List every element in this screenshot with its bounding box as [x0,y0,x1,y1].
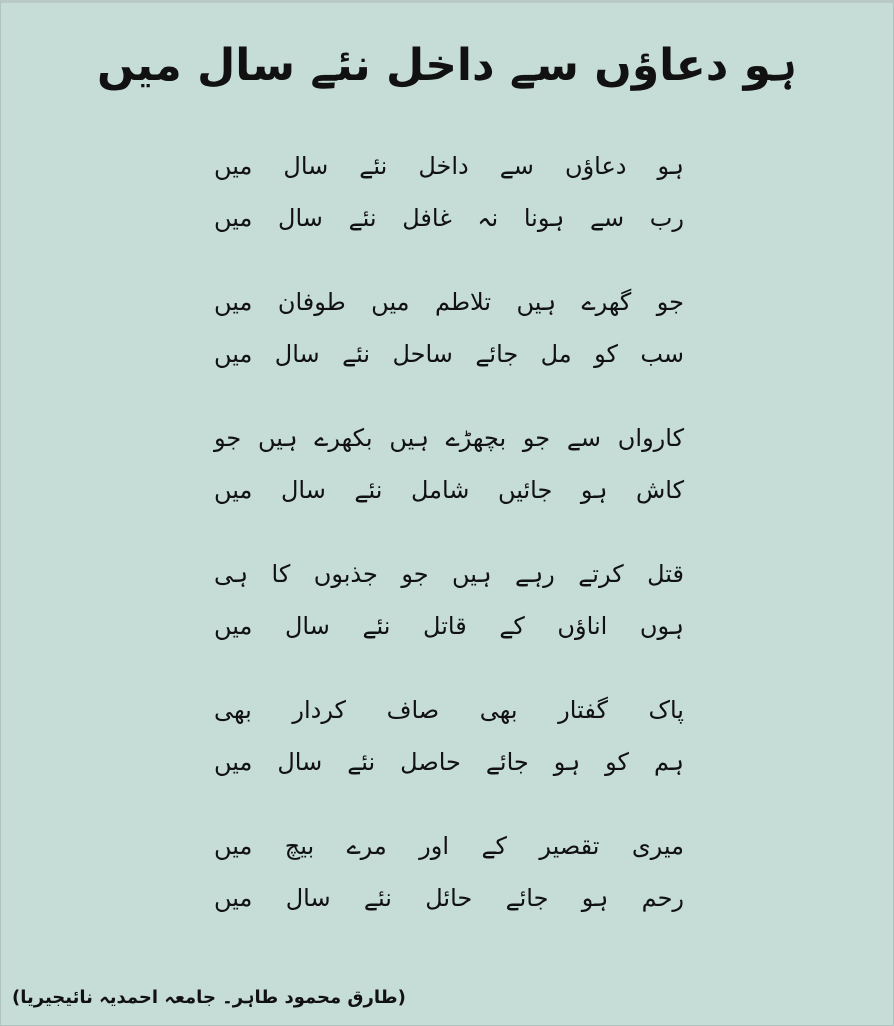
stanza-2 [214,276,684,380]
verse-line: ہوں اناؤں کے قاتل نئے سال میں [214,612,684,640]
verse-line: کارواں سے جو بچھڑے ہیں بکھرے ہیں جو [214,424,684,452]
verse-line: ہم کو ہو جائے حاصل نئے سال میں [214,748,684,776]
verse-line: جو گھرے ہیں تلاطم میں طوفان میں [214,288,684,316]
verse-line: سب کو مل جائے ساحل نئے سال میں [214,340,684,368]
verse-line: ہو دعاؤں سے داخل نئے سال میں [214,152,684,180]
verse-line: رحم ہو جائے حائل نئے سال میں [214,884,684,912]
verse-line: میری تقصیر کے اور مرے بیچ میں [214,832,684,860]
stanza-5 [214,684,684,788]
verse-line: پاک گفتار بھی صاف کردار بھی [214,696,684,724]
stanza-3 [214,412,684,516]
verse-line: رب سے ہونا نہ غافل نئے سال میں [214,204,684,232]
stanza-1 [214,140,684,244]
poet-attribution: (طارق محمود طاہر۔ جامعہ احمدیہ نائیجیریا) [12,987,406,1008]
poem-body [214,140,684,956]
poem-title: ہو دعاؤں سے داخل نئے سال میں [96,40,798,91]
verse-line: قتل کرتے رہے ہیں جو جذبوں کا ہی [214,560,684,588]
verse-line: کاش ہو جائیں شامل نئے سال میں [214,476,684,504]
stanza-4 [214,548,684,652]
stanza-6 [214,820,684,924]
